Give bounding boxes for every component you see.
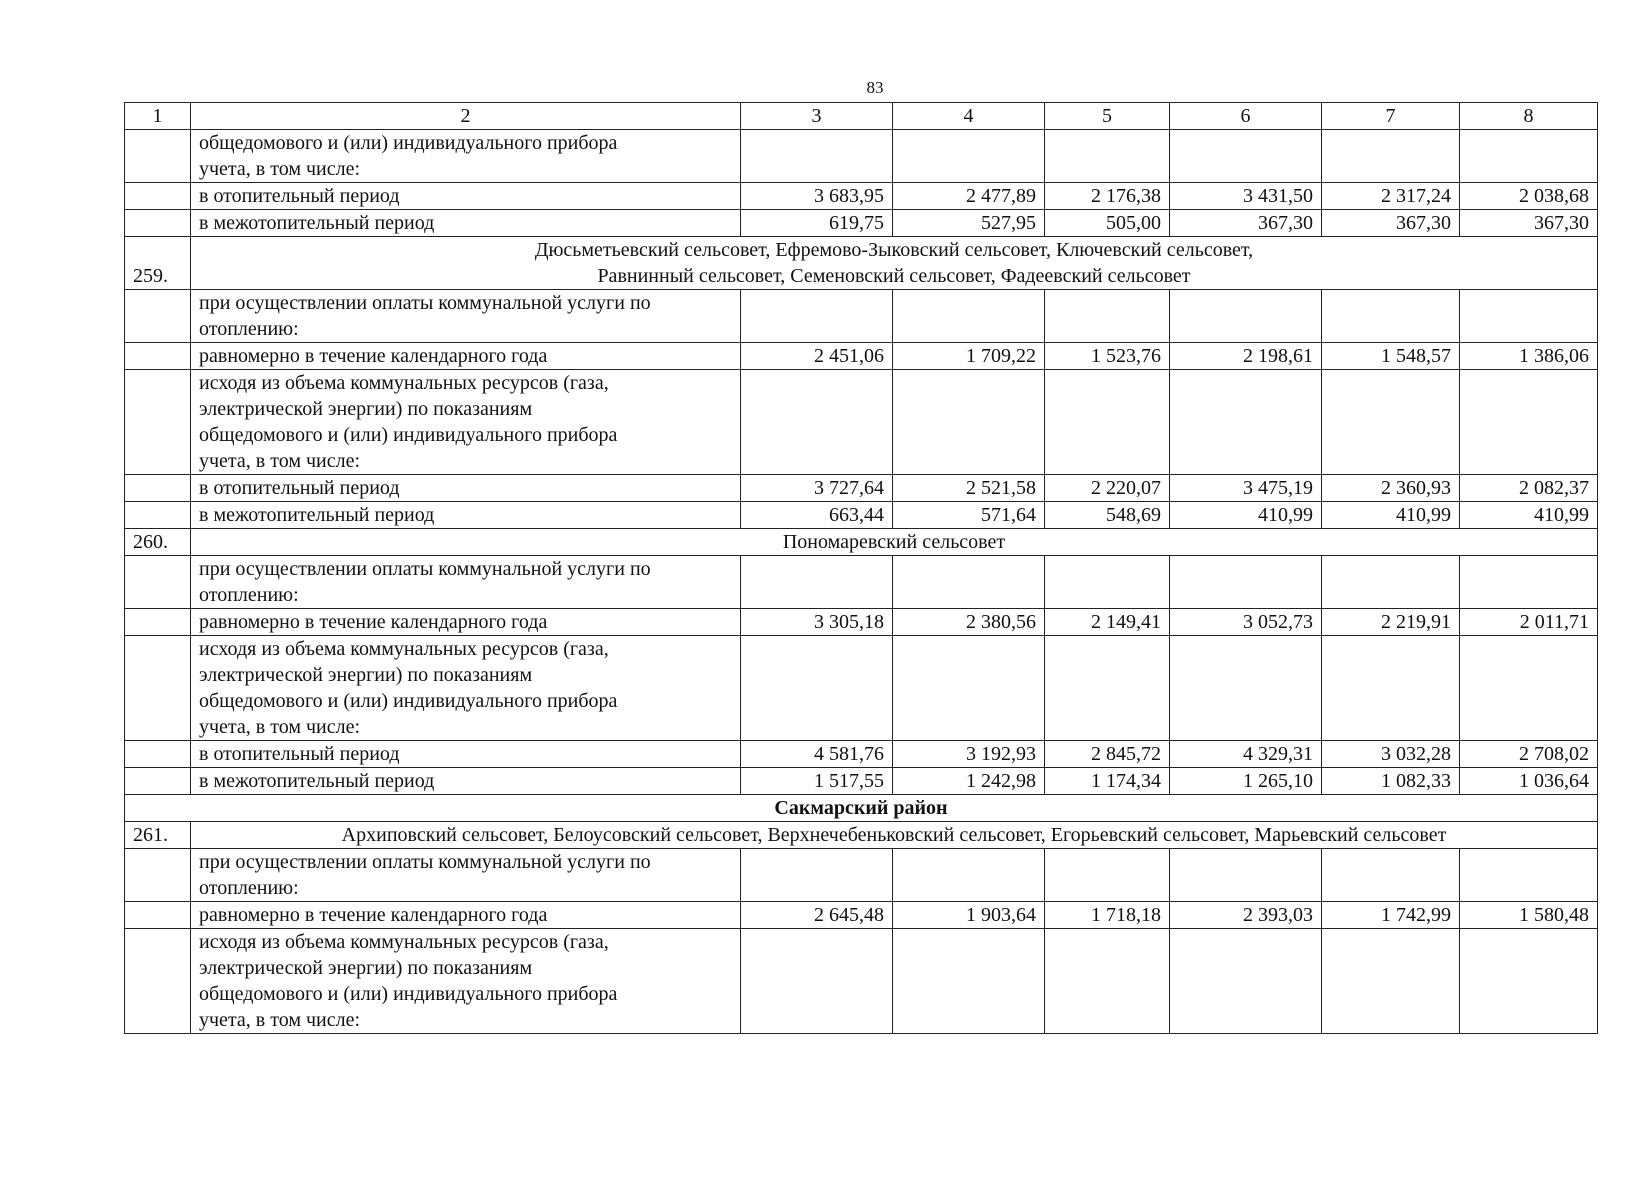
value-cell: 2 845,72 — [1045, 741, 1170, 768]
page-number: 83 — [866, 78, 884, 97]
row-label-line: электрической энергии) по показаниям — [199, 398, 533, 420]
value-cell: 367,30 — [1460, 210, 1598, 237]
table-row — [125, 768, 1598, 795]
value-cell: 1 265,10 — [1170, 768, 1322, 795]
value-cell — [1170, 929, 1322, 1034]
value-cell — [1170, 636, 1322, 741]
row-index-cell — [125, 741, 191, 768]
value-cell — [1460, 636, 1598, 741]
row-label-line: в межотопительный период — [199, 212, 435, 234]
row-label-line: равномерно в течение календарного года — [199, 904, 548, 926]
value-cell — [1170, 556, 1322, 609]
row-label-line: исходя из объема коммунальных ресурсов (газа, — [199, 372, 609, 394]
value-cell: 2 708,02 — [1460, 741, 1598, 768]
value-cell — [1322, 929, 1460, 1034]
region-name-cell — [191, 529, 1598, 556]
row-label-line: отоплению: — [199, 877, 299, 899]
value-cell — [741, 636, 893, 741]
row-label-line: в отопительный период — [199, 477, 400, 499]
row-label-line: общедомового и (или) индивидуального прибора — [199, 132, 618, 154]
row-label-line: электрической энергии) по показаниям — [199, 957, 533, 979]
value-cell — [1460, 556, 1598, 609]
value-cell: 1 742,99 — [1322, 902, 1460, 929]
row-label-line: учета, в том числе: — [199, 716, 361, 738]
value-cell: 2 176,38 — [1045, 183, 1170, 210]
value-cell — [893, 929, 1045, 1034]
row-index-cell — [125, 343, 191, 370]
row-label-line: при осуществлении оплаты коммунальной услуги по — [199, 292, 651, 314]
row-index-cell — [125, 290, 191, 343]
header-cell-4: 4 — [893, 103, 1045, 130]
region-name-line: Пономаревский сельсовет — [782, 531, 1006, 553]
value-cell: 663,44 — [741, 502, 893, 529]
value-cell — [1322, 556, 1460, 609]
value-cell: 2 149,41 — [1045, 609, 1170, 636]
value-cell: 1 709,22 — [893, 343, 1045, 370]
table-row — [125, 849, 1598, 902]
value-cell: 3 431,50 — [1170, 183, 1322, 210]
region-name-cell — [191, 822, 1598, 849]
value-cell — [1460, 130, 1598, 183]
value-cell — [893, 636, 1045, 741]
value-cell: 1 517,55 — [741, 768, 893, 795]
value-cell — [741, 130, 893, 183]
row-label-cell — [191, 290, 741, 343]
value-cell — [1045, 370, 1170, 475]
value-cell — [1322, 636, 1460, 741]
value-cell — [1460, 929, 1598, 1034]
row-label-cell — [191, 343, 741, 370]
row-label-line: в отопительный период — [199, 743, 400, 765]
table-row — [125, 130, 1598, 183]
row-index-cell — [125, 929, 191, 1034]
value-cell — [741, 370, 893, 475]
value-cell: 2 477,89 — [893, 183, 1045, 210]
value-cell — [1460, 849, 1598, 902]
value-cell: 2 393,03 — [1170, 902, 1322, 929]
value-cell: 3 683,95 — [741, 183, 893, 210]
row-index-cell — [125, 636, 191, 741]
table-row — [125, 609, 1598, 636]
value-cell: 2 038,68 — [1460, 183, 1598, 210]
value-cell: 4 329,31 — [1170, 741, 1322, 768]
value-cell — [1045, 929, 1170, 1034]
row-index-cell — [125, 183, 191, 210]
row-label-line: общедомового и (или) индивидуального прибора — [199, 690, 618, 712]
value-cell: 3 475,19 — [1170, 475, 1322, 502]
row-index-cell — [125, 556, 191, 609]
value-cell: 571,64 — [893, 502, 1045, 529]
value-cell: 2 011,71 — [1460, 609, 1598, 636]
row-label-line: общедомового и (или) индивидуального прибора — [199, 424, 618, 446]
row-label-line: равномерно в течение календарного года — [199, 345, 548, 367]
row-label-cell — [191, 475, 741, 502]
tariff-table — [124, 102, 1598, 1034]
row-label-line: учета, в том числе: — [199, 450, 361, 472]
value-cell — [741, 849, 893, 902]
row-label-line: учета, в том числе: — [199, 1009, 361, 1031]
value-cell — [741, 556, 893, 609]
row-label-cell — [191, 636, 741, 741]
value-cell: 1 548,57 — [1322, 343, 1460, 370]
value-cell: 410,99 — [1170, 502, 1322, 529]
row-label-line: при осуществлении оплаты коммунальной услуги по — [199, 851, 651, 873]
row-label-line: отоплению: — [199, 318, 299, 340]
header-row — [125, 103, 1598, 130]
table-row — [125, 929, 1598, 1034]
value-cell: 2 082,37 — [1460, 475, 1598, 502]
row-label-line: электрической энергии) по показаниям — [199, 664, 533, 686]
table-row — [125, 502, 1598, 529]
value-cell — [1045, 290, 1170, 343]
row-label-cell — [191, 849, 741, 902]
value-cell — [893, 290, 1045, 343]
value-cell — [1170, 130, 1322, 183]
value-cell: 505,00 — [1045, 210, 1170, 237]
value-cell: 2 360,93 — [1322, 475, 1460, 502]
table-row — [125, 183, 1598, 210]
table-body — [125, 103, 1598, 1034]
header-cell-8: 8 — [1460, 103, 1598, 130]
row-index-cell — [125, 210, 191, 237]
value-cell: 367,30 — [1170, 210, 1322, 237]
row-index-cell — [125, 502, 191, 529]
region-name-line: Дюсьметьевский сельсовет, Ефремово-Зыковский сельсовет, Ключевский сельсовет, — [534, 239, 1254, 261]
row-label-cell — [191, 502, 741, 529]
row-label-line: равномерно в течение календарного года — [199, 611, 548, 633]
value-cell — [893, 370, 1045, 475]
table-row — [125, 210, 1598, 237]
table-row — [125, 370, 1598, 475]
value-cell — [1460, 290, 1598, 343]
row-label-line: в межотопительный период — [199, 504, 435, 526]
table-row — [125, 475, 1598, 502]
value-cell — [893, 556, 1045, 609]
district-heading-cell: Сакмарский район — [125, 795, 1598, 822]
value-cell: 410,99 — [1322, 502, 1460, 529]
row-label-cell — [191, 609, 741, 636]
value-cell: 3 305,18 — [741, 609, 893, 636]
value-cell — [1045, 556, 1170, 609]
value-cell — [1045, 636, 1170, 741]
value-cell: 1 386,06 — [1460, 343, 1598, 370]
value-cell — [1322, 290, 1460, 343]
value-cell — [1322, 849, 1460, 902]
row-label-line: общедомового и (или) индивидуального прибора — [199, 983, 618, 1005]
row-index-cell: 261. — [125, 822, 191, 849]
value-cell: 1 174,34 — [1045, 768, 1170, 795]
table-row — [125, 822, 1598, 849]
value-cell: 1 242,98 — [893, 768, 1045, 795]
row-label-cell — [191, 902, 741, 929]
table-row — [125, 529, 1598, 556]
row-index-cell: 260. — [125, 529, 191, 556]
value-cell — [1170, 370, 1322, 475]
row-index-cell — [125, 130, 191, 183]
row-label-cell — [191, 556, 741, 609]
region-name-line: Архиповский сельсовет, Белоусовский сельсовет, Верхнечебеньковский сельсовет, Егорьевский сельсовет, Марьевский сельсовет — [341, 824, 1447, 846]
row-label-cell — [191, 183, 741, 210]
row-label-line: в отопительный период — [199, 185, 400, 207]
header-cell-1: 1 — [125, 103, 191, 130]
value-cell — [1045, 130, 1170, 183]
value-cell: 2 645,48 — [741, 902, 893, 929]
row-label-line: исходя из объема коммунальных ресурсов (газа, — [199, 931, 609, 953]
row-label-cell — [191, 130, 741, 183]
value-cell — [1170, 290, 1322, 343]
value-cell: 4 581,76 — [741, 741, 893, 768]
value-cell: 3 727,64 — [741, 475, 893, 502]
row-index-cell — [125, 768, 191, 795]
value-cell — [1045, 849, 1170, 902]
value-cell: 3 052,73 — [1170, 609, 1322, 636]
row-index-cell — [125, 609, 191, 636]
value-cell — [741, 929, 893, 1034]
row-label-line: исходя из объема коммунальных ресурсов (газа, — [199, 638, 609, 660]
row-label-line: отоплению: — [199, 584, 299, 606]
value-cell — [741, 290, 893, 343]
value-cell — [893, 130, 1045, 183]
value-cell: 2 317,24 — [1322, 183, 1460, 210]
value-cell: 2 220,07 — [1045, 475, 1170, 502]
value-cell: 1 036,64 — [1460, 768, 1598, 795]
header-cell-3: 3 — [741, 103, 893, 130]
table-row — [125, 795, 1598, 822]
row-index-cell — [125, 475, 191, 502]
table-row — [125, 741, 1598, 768]
value-cell: 2 451,06 — [741, 343, 893, 370]
value-cell — [1322, 370, 1460, 475]
header-cell-2: 2 — [191, 103, 741, 130]
row-label-cell — [191, 210, 741, 237]
value-cell: 3 192,93 — [893, 741, 1045, 768]
row-index-cell — [125, 902, 191, 929]
row-label-cell — [191, 929, 741, 1034]
table-row — [125, 902, 1598, 929]
row-label-line: в межотопительный период — [199, 770, 435, 792]
value-cell — [1460, 370, 1598, 475]
row-index-cell — [125, 849, 191, 902]
value-cell — [1170, 849, 1322, 902]
row-index-cell — [125, 370, 191, 475]
row-label-cell — [191, 370, 741, 475]
value-cell: 1 580,48 — [1460, 902, 1598, 929]
value-cell: 548,69 — [1045, 502, 1170, 529]
value-cell: 527,95 — [893, 210, 1045, 237]
value-cell: 2 219,91 — [1322, 609, 1460, 636]
value-cell — [893, 849, 1045, 902]
value-cell: 1 903,64 — [893, 902, 1045, 929]
region-name-cell — [191, 237, 1598, 290]
table-row — [125, 237, 1598, 290]
row-label-line: учета, в том числе: — [199, 158, 361, 180]
row-index-cell: 259. — [125, 237, 191, 290]
row-label-cell — [191, 741, 741, 768]
value-cell: 3 032,28 — [1322, 741, 1460, 768]
header-cell-6: 6 — [1170, 103, 1322, 130]
value-cell — [1322, 130, 1460, 183]
header-cell-5: 5 — [1045, 103, 1170, 130]
value-cell: 410,99 — [1460, 502, 1598, 529]
value-cell: 1 718,18 — [1045, 902, 1170, 929]
row-label-line: при осуществлении оплаты коммунальной услуги по — [199, 558, 651, 580]
header-cell-7: 7 — [1322, 103, 1460, 130]
table-row — [125, 343, 1598, 370]
value-cell: 1 082,33 — [1322, 768, 1460, 795]
value-cell: 1 523,76 — [1045, 343, 1170, 370]
table-row — [125, 290, 1598, 343]
region-name-line: Равнинный сельсовет, Семеновский сельсовет, Фадеевский сельсовет — [597, 265, 1191, 287]
value-cell: 2 521,58 — [893, 475, 1045, 502]
value-cell: 2 380,56 — [893, 609, 1045, 636]
row-label-cell — [191, 768, 741, 795]
value-cell: 619,75 — [741, 210, 893, 237]
table-row — [125, 556, 1598, 609]
table-row — [125, 636, 1598, 741]
value-cell: 2 198,61 — [1170, 343, 1322, 370]
value-cell: 367,30 — [1322, 210, 1460, 237]
